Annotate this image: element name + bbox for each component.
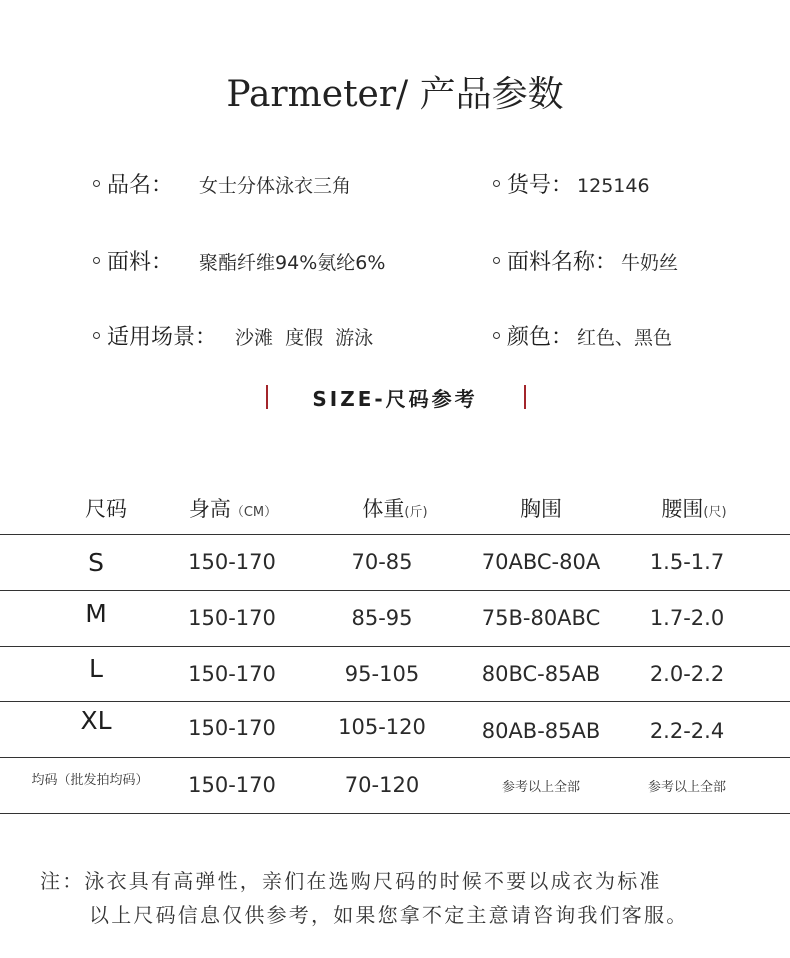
cell-waist: 参考以上全部 <box>647 779 726 795</box>
header-bust <box>470 493 612 523</box>
header-label: 体重 <box>362 497 405 521</box>
cell-size: S <box>88 547 104 577</box>
cell-weight: 70-120 <box>344 773 420 798</box>
cell-bust: 75B-80ABC <box>481 605 601 630</box>
cell-weight: 95-105 <box>344 661 420 686</box>
cell-height: 150-170 <box>188 605 276 630</box>
header-label: 胸围 <box>520 497 562 521</box>
header-size <box>44 493 168 523</box>
cell-height: 150-170 <box>188 773 276 798</box>
cell-bust: 80BC-85AB <box>481 661 601 686</box>
header-unit: （CM） <box>230 505 278 520</box>
param-fabric <box>93 245 385 276</box>
page-title: Parmeter/ 产品参数 <box>226 74 564 115</box>
cell-weight: 85-95 <box>351 605 413 630</box>
cell-size: XL <box>80 705 112 735</box>
param-value: 女士分体泳衣三角 <box>199 175 352 197</box>
cell-waist: 2.2-2.4 <box>649 719 725 744</box>
bullet-icon <box>93 332 100 339</box>
cell-weight: 70-85 <box>351 550 413 574</box>
param-label: 品名： <box>107 173 174 198</box>
header-label: 身高 <box>188 497 231 521</box>
bullet-icon <box>493 180 500 187</box>
param-product-name <box>93 168 351 199</box>
note-line-1: 注：泳衣具有高弹性，亲们在选购尺码的时候不要以成衣为标准 <box>40 869 662 893</box>
table-row <box>0 702 790 758</box>
param-fabric-name <box>493 245 678 276</box>
header-label: 腰围 <box>661 497 704 521</box>
header-label: 尺码 <box>85 497 127 521</box>
table-row <box>0 591 790 647</box>
param-item-number <box>493 168 650 199</box>
param-value: 红色、黑色 <box>577 327 673 349</box>
param-value: 聚酯纤维94%氨纶6% <box>199 252 386 274</box>
cell-size: L <box>89 654 103 684</box>
size-section-header <box>0 383 790 413</box>
header-waist <box>628 493 760 523</box>
cell-waist: 1.7-2.0 <box>649 605 725 630</box>
param-value: 125146 <box>577 175 650 197</box>
header-weight <box>320 493 470 523</box>
param-value: 沙滩 度假 游泳 <box>235 327 374 349</box>
cell-bust: 参考以上全部 <box>501 779 580 795</box>
bullet-icon <box>93 257 100 264</box>
table-header <box>0 487 790 534</box>
bullet-icon <box>493 257 500 264</box>
size-table <box>0 487 790 814</box>
table-row <box>0 647 790 703</box>
bullet-icon <box>93 180 100 187</box>
header-unit: (尺) <box>703 505 727 520</box>
divider-bar-right <box>524 385 526 409</box>
cell-size: 均码（批发拍均码） <box>31 772 149 788</box>
param-label: 颜色： <box>507 325 574 350</box>
cell-waist: 1.5-1.7 <box>649 550 725 574</box>
table-body <box>0 534 790 814</box>
cell-height: 150-170 <box>188 716 276 741</box>
note-line-2: 以上尺码信息仅供参考，如果您拿不定主意请咨询我们客服。 <box>89 903 689 927</box>
header-height <box>168 493 298 523</box>
cell-height: 150-170 <box>188 661 276 686</box>
cell-waist: 2.0-2.2 <box>649 661 725 686</box>
table-row <box>0 535 790 591</box>
table-row <box>0 758 790 814</box>
bullet-icon <box>493 332 500 339</box>
param-label: 货号： <box>507 173 574 198</box>
header-unit: (斤) <box>404 505 428 520</box>
param-color <box>493 320 672 351</box>
cell-size: M <box>85 599 107 629</box>
param-value: 牛奶丝 <box>621 252 679 274</box>
cell-weight: 105-120 <box>338 715 426 740</box>
cell-bust: 70ABC-80A <box>481 550 601 574</box>
param-label: 面料名称： <box>507 250 618 275</box>
param-label: 适用场景： <box>107 325 218 350</box>
size-section-title: SIZE-尺码参考 <box>312 387 478 411</box>
cell-height: 150-170 <box>188 550 276 574</box>
param-scene <box>93 320 373 351</box>
cell-bust: 80AB-85AB <box>481 719 601 744</box>
param-label: 面料： <box>107 250 174 275</box>
